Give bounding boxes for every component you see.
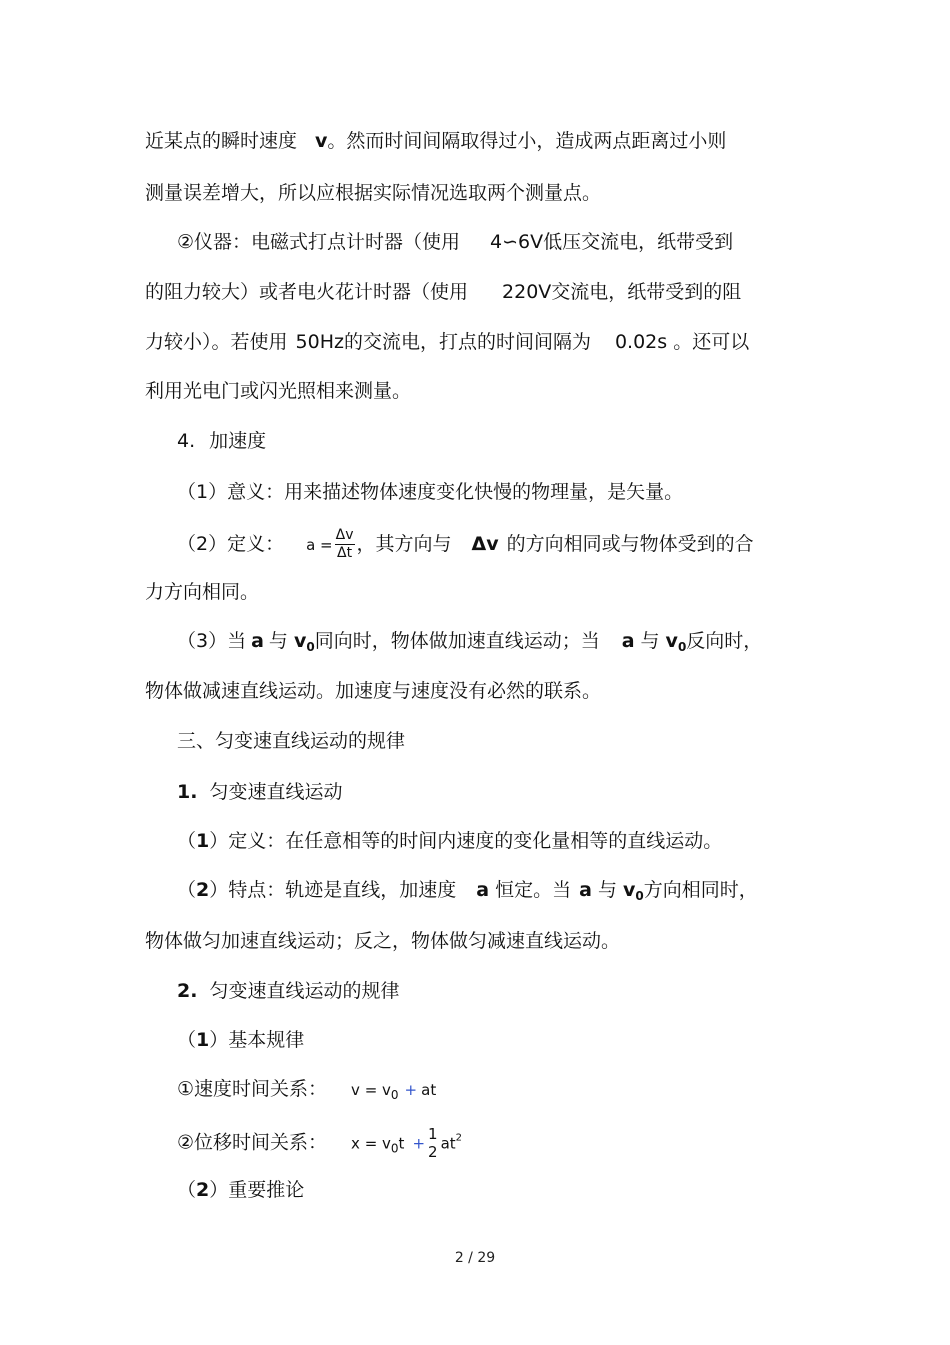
text-line [145,279,741,305]
text-line [177,877,758,903]
fraction [427,1125,439,1161]
text-line [177,1177,304,1203]
text: 低压交流电，纸带受到 [543,231,734,253]
text: 恒定。当 [495,879,572,901]
text: 力较小）。若使用 [145,331,288,353]
heading-text: 加速度 [209,430,267,452]
section-heading [177,728,405,754]
text-line [177,229,733,255]
text: ②仪器：电磁式打点计时器（使用 [177,231,461,253]
exponent: 2 [455,1132,463,1144]
var-delta-v: Δv [471,533,499,555]
item-number: 1 [196,1029,210,1051]
subscript: 0 [390,1088,399,1102]
heading-number: 1. [177,781,198,803]
text: ①速度时间关系： [177,1078,328,1100]
formula: at [421,1081,437,1099]
formula-line [177,1076,436,1102]
var-a: a [621,630,635,652]
var-v: v [315,130,328,152]
formula: t [398,1134,405,1153]
formula: v = v [351,1081,391,1099]
value: 4∽6V [490,231,544,253]
var-v: v [665,630,678,652]
formula: at [440,1134,456,1153]
item-number: 1 [196,830,210,852]
text-line [145,678,601,704]
text: 与 [640,630,660,652]
item-number: 2 [196,1179,210,1201]
text: 的交流电，打点的时间间隔为 [343,331,591,353]
text: 的阻力较大）或者电火花计时器（使用 [145,281,469,303]
text-line [145,128,726,154]
formula-line [177,1125,463,1161]
heading-text: 三、匀变速直线运动的规律 [177,730,406,752]
var-v: v [622,879,636,901]
item-number: 2 [196,879,210,901]
text-line [177,828,722,854]
text: ，其方向与 [356,533,452,555]
text: ）定义：在任意相等的时间内速度的变化量相等的直线运动。 [209,830,723,852]
heading-number: 2. [177,980,198,1002]
text: （ [177,879,197,901]
fraction-denominator: Δt [337,545,353,561]
subscript: 0 [390,1141,399,1156]
text: ）重要推论 [209,1179,305,1201]
text-line [177,1027,304,1053]
fraction [335,527,355,562]
section-heading [177,779,342,805]
text: （2）定义： [177,533,285,555]
text: （ [177,1179,197,1201]
text: 交流电，纸带受到的阻 [551,281,742,303]
text-line [177,527,754,561]
value: 50Hz [295,331,344,353]
plus-sign: + [412,1134,426,1153]
text: 同向时，物体做加速直线运动；当 [314,630,600,652]
text: 的方向相同或与物体受到的合 [506,533,754,555]
heading-number: 4. [177,430,196,452]
text: 。然而时间间隔取得过小，造成两点距离过小则 [327,130,727,152]
value: 220V [502,281,552,303]
fraction-denominator: 2 [428,1143,438,1161]
text: （3）当 [177,630,247,652]
var-v: v [293,630,307,652]
text: 利用光电门或闪光照相来测量。 [145,380,412,402]
text: ②位移时间关系： [177,1131,328,1154]
text: ）特点：轨迹是直线，加速度 [209,879,457,901]
value: 0.02s [614,331,668,353]
text: 与 [268,630,288,652]
text: （ [177,830,197,852]
text-line [145,378,411,404]
text: ）基本规律 [209,1029,305,1051]
var-a: a [251,630,264,652]
fraction-numerator: Δv [335,527,354,543]
subscript: 0 [677,640,687,654]
var-a: a [579,879,592,901]
text: 物体做匀加速直线运动；反之，物体做匀减速直线运动。 [145,930,621,952]
formula-lhs: a = [306,536,333,554]
text: 反向时， [686,630,763,652]
fraction-numerator: 1 [428,1125,438,1143]
text: （1）意义：用来描述物体速度变化快慢的物理量，是矢量。 [177,481,684,503]
heading-text: 匀变速直线运动 [209,781,343,803]
text: 与 [597,879,617,901]
section-heading [177,428,266,454]
text-line [145,579,259,605]
formula: x = v [351,1134,391,1153]
text-line [177,628,762,654]
plus-sign: + [404,1081,418,1099]
text-line [145,180,601,206]
text-line [145,329,749,355]
text: 近某点的瞬时速度 [145,130,298,152]
text: 物体做减速直线运动。加速度与速度没有必然的联系。 [145,680,602,702]
heading-text: 匀变速直线运动的规律 [209,980,400,1002]
subscript: 0 [306,640,315,654]
section-heading [177,978,399,1004]
text: 。还可以 [673,331,750,353]
text-line [177,479,683,505]
text: 测量误差增大，所以应根据实际情况选取两个测量点。 [145,182,602,204]
var-a: a [476,879,490,901]
text-line [145,928,620,954]
page-number: 2 / 29 [454,1250,496,1266]
text: （ [177,1029,197,1051]
text: 方向相同时， [643,879,758,901]
subscript: 0 [635,889,644,903]
text: 力方向相同。 [145,581,260,603]
